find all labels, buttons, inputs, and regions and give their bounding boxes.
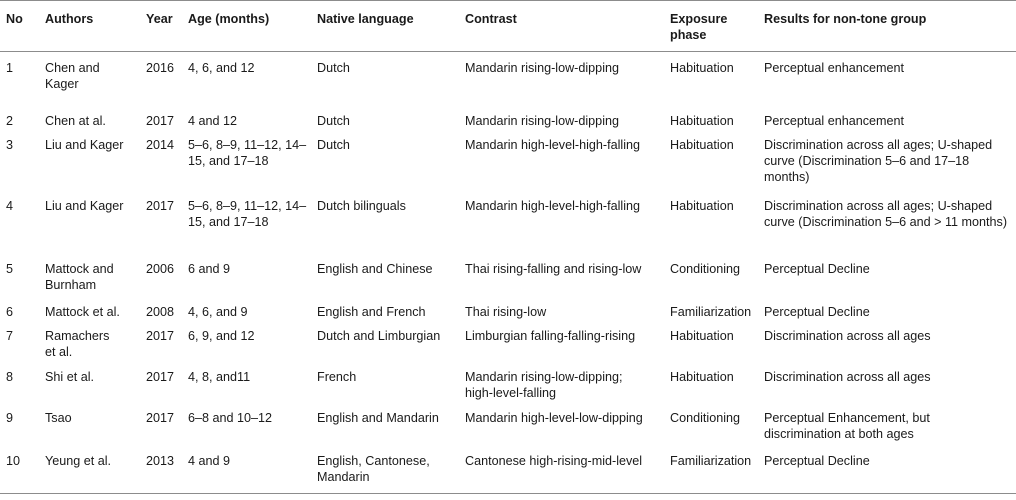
cell-year: 2013 — [146, 454, 175, 468]
table-header-rule — [0, 51, 1016, 52]
cell-age: 6, 9, and 12 — [188, 329, 255, 343]
cell-authors: Liu and Kager — [45, 138, 124, 152]
cell-authors: Shi et al. — [45, 370, 95, 384]
cell-native-language: French — [317, 370, 357, 384]
cell-contrast: Cantonese high-rising-mid-level — [465, 454, 643, 468]
header-year: Year — [146, 12, 173, 26]
cell-native-language: English and Chinese — [317, 262, 433, 276]
cell-year: 2016 — [146, 61, 175, 75]
cell-age: 4, 6, and 12 — [188, 61, 255, 75]
header-native-language: Native language — [317, 12, 414, 26]
cell-no: 5 — [6, 262, 14, 276]
cell-authors: Yeung et al. — [45, 454, 112, 468]
header-exposure-phase: Exposure phase — [670, 12, 728, 42]
cell-authors: Liu and Kager — [45, 199, 124, 213]
cell-no: 6 — [6, 305, 14, 319]
cell-year: 2017 — [146, 370, 175, 384]
header-contrast: Contrast — [465, 12, 517, 26]
cell-contrast: Mandarin rising-low-dipping — [465, 114, 619, 128]
cell-no: 3 — [6, 138, 14, 152]
cell-no: 2 — [6, 114, 14, 128]
cell-exposure-phase: Habituation — [670, 329, 734, 343]
cell-exposure-phase: Habituation — [670, 138, 734, 152]
cell-year: 2017 — [146, 114, 175, 128]
cell-results: Perceptual Decline — [764, 262, 870, 276]
header-results: Results for non-tone group — [764, 12, 927, 26]
cell-age: 4 and 12 — [188, 114, 238, 128]
cell-exposure-phase: Familiarization — [670, 305, 752, 319]
cell-results: Discrimination across all ages — [764, 329, 931, 343]
cell-authors: Chen at al. — [45, 114, 106, 128]
cell-native-language: English and French — [317, 305, 426, 319]
cell-contrast: Mandarin high-level-low-dipping — [465, 411, 643, 425]
cell-year: 2008 — [146, 305, 175, 319]
cell-results: Perceptual Decline — [764, 454, 870, 468]
cell-authors: Mattock and Burnham — [45, 262, 114, 292]
cell-age: 5–6, 8–9, 11–12, 14–15, and 17–18 — [188, 199, 307, 229]
cell-results: Discrimination across all ages; U-shaped curve (Discrimination 5–6 and 17–18 months) — [764, 138, 993, 184]
cell-exposure-phase: Habituation — [670, 370, 734, 384]
cell-results: Perceptual enhancement — [764, 61, 905, 75]
cell-age: 4, 8, and11 — [188, 370, 251, 384]
cell-authors: Ramachers et al. — [45, 329, 110, 359]
cell-contrast: Mandarin high-level-high-falling — [465, 199, 641, 213]
cell-exposure-phase: Conditioning — [670, 262, 741, 276]
cell-native-language: Dutch — [317, 138, 350, 152]
cell-native-language: Dutch bilinguals — [317, 199, 406, 213]
cell-contrast: Mandarin rising-low-dipping; high-level-falling — [465, 370, 623, 400]
cell-exposure-phase: Habituation — [670, 61, 734, 75]
cell-native-language: Dutch — [317, 114, 350, 128]
cell-age: 4 and 9 — [188, 454, 231, 468]
cell-results: Perceptual enhancement — [764, 114, 905, 128]
cell-age: 4, 6, and 9 — [188, 305, 248, 319]
table-top-rule — [0, 0, 1016, 1]
cell-native-language: English, Cantonese, Mandarin — [317, 454, 430, 484]
cell-contrast: Mandarin high-level-high-falling — [465, 138, 641, 152]
cell-contrast: Thai rising-low — [465, 305, 547, 319]
cell-exposure-phase: Habituation — [670, 114, 734, 128]
cell-contrast: Limburgian falling-falling-rising — [465, 329, 636, 343]
cell-year: 2017 — [146, 329, 175, 343]
cell-native-language: English and Mandarin — [317, 411, 439, 425]
cell-results: Discrimination across all ages — [764, 370, 931, 384]
cell-contrast: Mandarin rising-low-dipping — [465, 61, 619, 75]
cell-native-language: Dutch — [317, 61, 350, 75]
header-age: Age (months) — [188, 12, 270, 26]
cell-exposure-phase: Conditioning — [670, 411, 741, 425]
cell-year: 2006 — [146, 262, 175, 276]
cell-authors: Mattock et al. — [45, 305, 120, 319]
cell-native-language: Dutch and Limburgian — [317, 329, 441, 343]
cell-age: 5–6, 8–9, 11–12, 14–15, and 17–18 — [188, 138, 307, 168]
cell-no: 4 — [6, 199, 14, 213]
cell-results: Perceptual Decline — [764, 305, 870, 319]
cell-no: 10 — [6, 454, 21, 468]
table-bottom-rule — [0, 493, 1016, 494]
cell-exposure-phase: Habituation — [670, 199, 734, 213]
cell-contrast: Thai rising-falling and rising-low — [465, 262, 642, 276]
cell-year: 2014 — [146, 138, 175, 152]
header-no: No — [6, 12, 23, 26]
cell-authors: Chen and Kager — [45, 61, 100, 91]
cell-age: 6 and 9 — [188, 262, 231, 276]
cell-exposure-phase: Familiarization — [670, 454, 752, 468]
header-authors: Authors — [45, 12, 94, 26]
cell-results: Perceptual Enhancement, but discrimination at both ages — [764, 411, 930, 441]
cell-no: 8 — [6, 370, 14, 384]
cell-no: 7 — [6, 329, 14, 343]
cell-authors: Tsao — [45, 411, 72, 425]
cell-results: Discrimination across all ages; U-shaped curve (Discrimination 5–6 and > 11 months) — [764, 199, 1008, 229]
cell-no: 9 — [6, 411, 14, 425]
cell-year: 2017 — [146, 411, 175, 425]
cell-year: 2017 — [146, 199, 175, 213]
cell-no: 1 — [6, 61, 14, 75]
cell-age: 6–8 and 10–12 — [188, 411, 273, 425]
table-header-row — [0, 11, 1016, 51]
